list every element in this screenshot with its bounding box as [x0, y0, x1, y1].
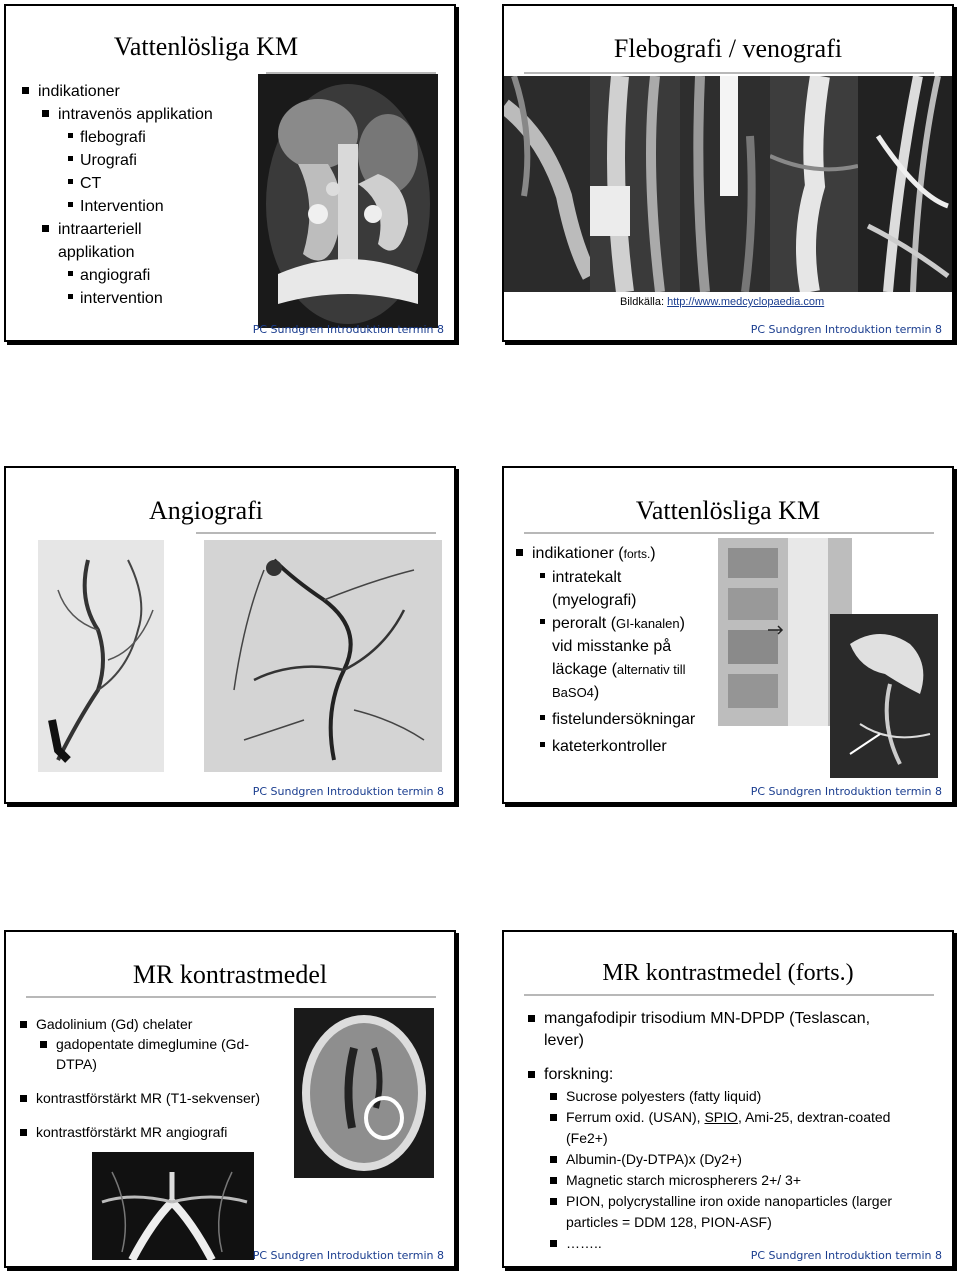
bullet-item: intraarteriell: [58, 218, 213, 241]
bullet-item: Urografi: [80, 149, 213, 172]
image-source-caption: [620, 296, 824, 308]
bullet-text: peroralt (: [552, 615, 617, 632]
title-underline: [26, 996, 436, 998]
slide-footer: PC Sundgren Introduktion termin 8: [252, 785, 444, 798]
venography-image-2: [590, 76, 680, 292]
title-underline: [524, 532, 934, 534]
bullet-item-continuation: DTPA): [56, 1056, 97, 1072]
slide-title: Vattenlösliga KM: [113, 32, 299, 61]
venography-drawing: [590, 76, 680, 292]
ct-abdomen-image: [258, 74, 438, 328]
venography-drawing: [770, 76, 858, 292]
bullet-text: indikationer (: [532, 545, 624, 562]
venography-drawing: [858, 76, 954, 292]
bullet-item: kateterkontroller: [552, 735, 695, 758]
slide-title: Flebografi / venografi: [613, 34, 843, 63]
slide-title: Angiografi: [148, 496, 264, 525]
slide-footer: PC Sundgren Introduktion termin 8: [252, 1249, 444, 1262]
bullet-text: ): [593, 684, 600, 701]
slide-title: Vattenlösliga KM: [635, 496, 821, 525]
mr-angiography-image: [92, 1152, 254, 1260]
bullet-text: Ferrum oxid. (USAN),: [566, 1109, 705, 1125]
slide-flebografi: [502, 4, 954, 342]
sub-bullet-list: [566, 1086, 892, 1254]
angiography-image-ap: [38, 540, 164, 772]
title-underline: [524, 72, 934, 74]
gi-contrast-drawing: [830, 614, 938, 778]
bullet-item-continuation: lever): [544, 1032, 585, 1049]
bullet-item: Albumin-(Dy-DTPA)x (Dy2+): [566, 1149, 892, 1170]
bullet-item: Magnetic starch microspherers 2+/ 3+: [566, 1170, 892, 1191]
bullet-item: indikationer: [38, 80, 213, 103]
slide-vattenlosliga-km-1: [4, 4, 456, 342]
bullet-text-small: alternativ till: [616, 662, 686, 677]
ct-abdomen-drawing: [258, 74, 438, 328]
title-underline: [524, 994, 934, 996]
bullet-item-continuation: vid misstanke på: [552, 638, 672, 655]
bullet-item-continuation: (myelografi): [552, 592, 637, 609]
bullet-list: [36, 1014, 260, 1142]
slide-mr-kontrastmedel-forts: [502, 930, 954, 1268]
gi-contrast-image: [830, 614, 938, 778]
bullet-item: intratekalt: [552, 566, 695, 589]
mr-angiography-drawing: [92, 1152, 254, 1260]
bullet-item: kontrastförstärkt MR angiografi: [36, 1122, 260, 1142]
venography-image-3: [680, 76, 770, 292]
slide-angiografi: [4, 466, 456, 804]
bullet-item: Gadolinium (Gd) chelater: [36, 1014, 260, 1034]
bullet-item: Intervention: [80, 195, 213, 218]
bullet-item-continuation: (Fe2+): [566, 1130, 608, 1146]
bullet-text-small: forts.: [623, 547, 651, 561]
bullet-item-continuation: [552, 681, 695, 704]
bullet-item: [566, 1107, 892, 1128]
bullet-text: ): [650, 545, 656, 562]
bullet-item: intervention: [80, 287, 213, 310]
venography-drawing: [680, 76, 770, 292]
bullet-item: [532, 542, 695, 566]
slide-footer: PC Sundgren Introduktion termin 8: [252, 323, 444, 336]
bullet-item-continuation: particles = DDM 128, PION-ASF): [566, 1214, 772, 1230]
bullet-item: gadopentate dimeglumine (Gd-: [56, 1034, 260, 1054]
bullet-item: Sucrose polyesters (fatty liquid): [566, 1086, 892, 1107]
bullet-text: ): [679, 615, 685, 632]
bullet-text-small: GI-kanalen: [616, 616, 680, 631]
bullet-item: ……..: [566, 1233, 892, 1254]
slide-mr-kontrastmedel: [4, 930, 456, 1268]
bullet-item: fistelundersökningar: [552, 708, 695, 731]
slide-footer: PC Sundgren Introduktion termin 8: [750, 323, 942, 336]
bullet-list: [532, 542, 695, 758]
spio-link[interactable]: SPIO: [704, 1109, 738, 1125]
slide-vattenlosliga-km-2: [502, 466, 954, 804]
slide-title: MR kontrastmedel (forts.): [602, 960, 854, 986]
venography-drawing: [504, 76, 590, 292]
bullet-item-continuation: [552, 658, 695, 681]
mr-brain-image: [294, 1008, 434, 1178]
bullet-list: [38, 80, 213, 310]
slide-title: MR kontrastmedel: [132, 960, 328, 989]
bullet-list: [544, 1008, 892, 1254]
bullet-item: intravenös applikation: [58, 103, 213, 126]
bullet-item: CT: [80, 172, 213, 195]
bullet-item: PION, polycrystalline iron oxide nanoparticles (larger: [566, 1191, 892, 1212]
slide-footer: PC Sundgren Introduktion termin 8: [750, 785, 942, 798]
venography-image-4: [770, 76, 858, 292]
bullet-item-continuation: applikation: [58, 244, 135, 261]
bullet-item: mangafodipir trisodium MN-DPDP (Teslascan,: [544, 1008, 892, 1030]
bullet-text: , Ami-25, dextran-coated: [737, 1109, 891, 1125]
mr-brain-drawing: [294, 1008, 434, 1178]
angiography-drawing: [204, 540, 442, 772]
bullet-text-small: BaSO4: [552, 685, 594, 700]
angiography-image-lateral: [204, 540, 442, 772]
source-link[interactable]: http://www.medcyclopaedia.com: [667, 296, 825, 308]
slide-footer: PC Sundgren Introduktion termin 8: [750, 1249, 942, 1262]
title-underline: [196, 532, 436, 534]
venography-image-5: [858, 76, 954, 292]
caption-label: Bildkälla:: [620, 296, 668, 308]
bullet-item: kontrastförstärkt MR (T1-sekvenser): [36, 1090, 261, 1106]
venography-image-1: [504, 76, 590, 292]
angiography-drawing: [38, 540, 164, 772]
bullet-item: [552, 612, 695, 635]
bullet-item: forskning:: [544, 1064, 892, 1086]
bullet-item: angiografi: [80, 264, 213, 287]
bullet-text: läckage (: [552, 661, 617, 678]
bullet-item: flebografi: [80, 126, 213, 149]
